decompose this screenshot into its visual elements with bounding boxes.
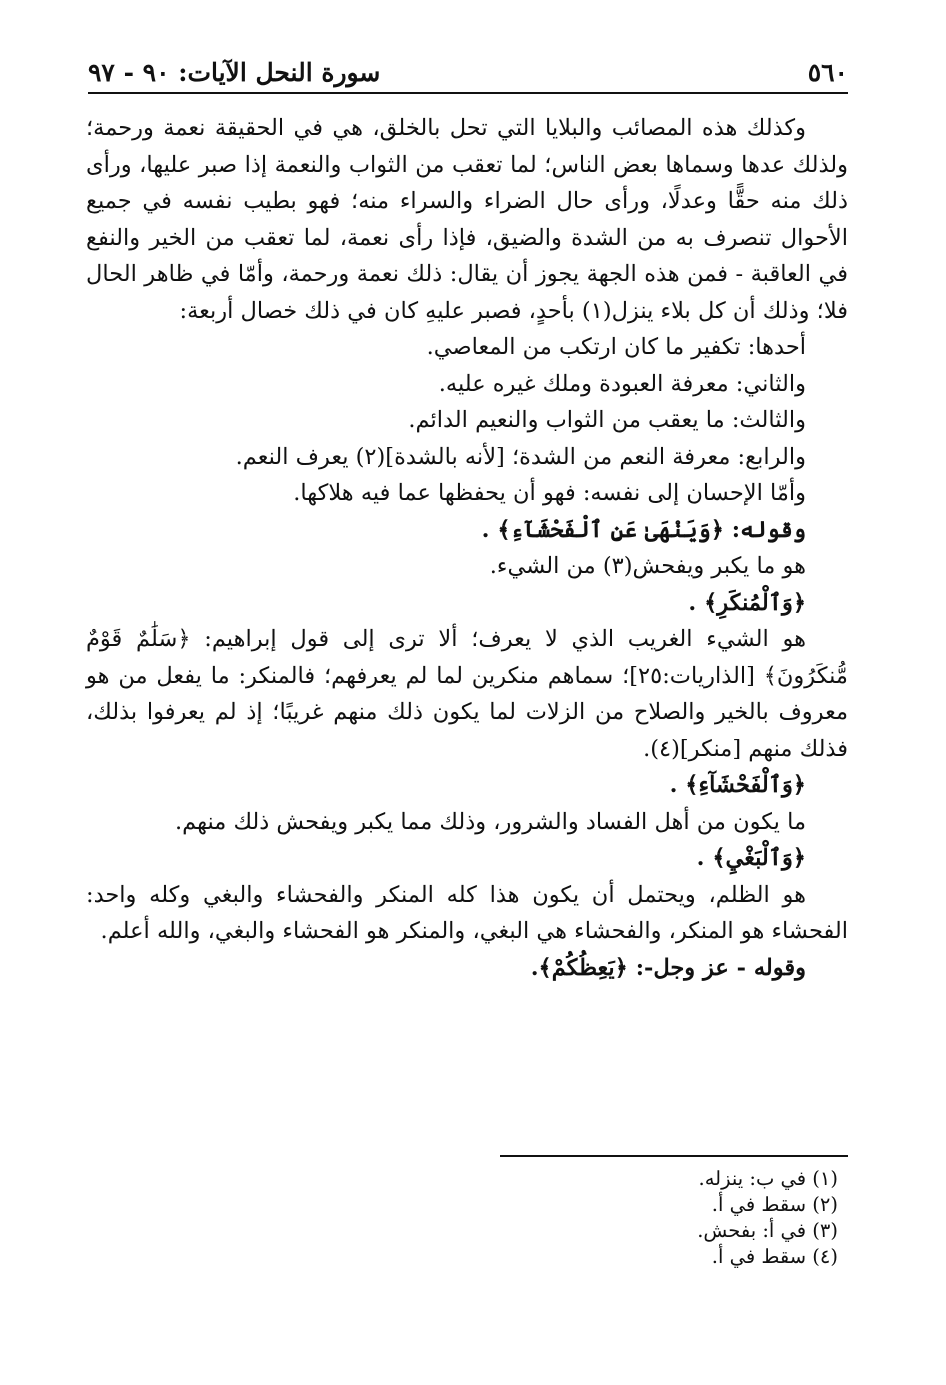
- footnote: (٣) في أ: بفحش.: [697, 1219, 838, 1242]
- footnote: (٤) سقط في أ.: [711, 1245, 838, 1268]
- paragraph: وكذلك هذه المصائب والبلايا التي تحل بالخلق، هي في الحقيقة نعمة ورحمة؛ ولذلك عدها وسماها بعض الناس؛ لما تعقب من الثواب والنعمة إذا صبر عليها، ورأى ذلك منه حقًّا وعدلًا، ورأى حال الضراء والسراء منه؛ فهو بطيب نفسه في جميع الأحوال تنصرف به من الشدة والضيق، فإذا رأى نعمة، لما تعقب من الخير والنفع في العاقبة - فمن هذه الجهة يجوز أن يقال: ذلك نعمة ورحمة، وأمّا في ظاهر الحال فلا؛ وذلك أن كل بلاء ينزل(١) بأحدٍ، فصبر عليهِ كان في ذلك خصال أربعة:: [86, 115, 848, 324]
- footnote-divider: [500, 1155, 848, 1157]
- main-text: [86, 110, 848, 986]
- quran-verse: ﴿وَٱلْبَغْيِ﴾ .: [696, 845, 806, 871]
- paragraph: والثالث: ما يعقب من الثواب والنعيم الدائم.: [408, 407, 806, 433]
- running-title: سورة النحل الآيات: ٩٠ - ٩٧: [88, 57, 381, 87]
- paragraph: والرابع: معرفة النعم من الشدة؛ [لأنه بالشدة](٢) يعرف النعم.: [235, 443, 806, 470]
- footnote: (١) في ب: ينزله.: [698, 1167, 838, 1190]
- page-number: ٥٦٠: [807, 57, 848, 87]
- quran-verse: وقوله: ﴿وَيَنْهَىٰ عَنِ ٱلْفَحْشَآءِ﴾ .: [481, 516, 806, 543]
- paragraph: والثاني: معرفة العبودة وملك غيره عليه.: [438, 370, 806, 397]
- quran-verse: وقوله - عز وجل-: ﴿يَعِظُكُمْ﴾.: [530, 954, 806, 981]
- paragraph: أحدها: تكفير ما كان ارتكب من المعاصي.: [426, 334, 806, 360]
- quran-verse: ﴿وَٱلْمُنكَرِ﴾ .: [688, 589, 806, 616]
- footnotes: [438, 1166, 838, 1270]
- paragraph: ما يكون من أهل الفساد والشرور، وذلك مما يكبر ويفحش ذلك منهم.: [174, 808, 806, 835]
- paragraph: هو الشيء الغريب الذي لا يعرف؛ ألا ترى إلى قول إبراهيم: ﴿سَلَٰمٌ قَوْمٌ مُّنكَرُونَ﴾ [الذاريات:٢٥]؛ سماهم منكرين لما لم يعرفهم؛ فالمنكر: ما يفعل من هو معروف بالخير والصلاح من الزلات لما يكون ذلك منهم غريبًا؛ إذ لم يعرفوا بذلك، فذلك منهم [منكر](٤).: [86, 626, 848, 762]
- paragraph: وأمّا الإحسان إلى نفسه: فهو أن يحفظها عما فيه هلاكها.: [293, 480, 806, 506]
- paragraph: هو الظلم، ويحتمل أن يكون هذا كله المنكر والفحشاء والبغي وكله واحد: الفحشاء هو المنكر، والفحشاء هي البغي، والمنكر هو الفحشاء والبغي، والله أعلم.: [86, 881, 848, 944]
- quran-verse: ﴿وَٱلْفَحْشَآءِ﴾ .: [669, 772, 806, 798]
- footnote: (٢) سقط في أ.: [711, 1193, 838, 1216]
- paragraph: هو ما يكبر ويفحش(٣) من الشيء.: [489, 553, 806, 579]
- page-header: [88, 52, 848, 94]
